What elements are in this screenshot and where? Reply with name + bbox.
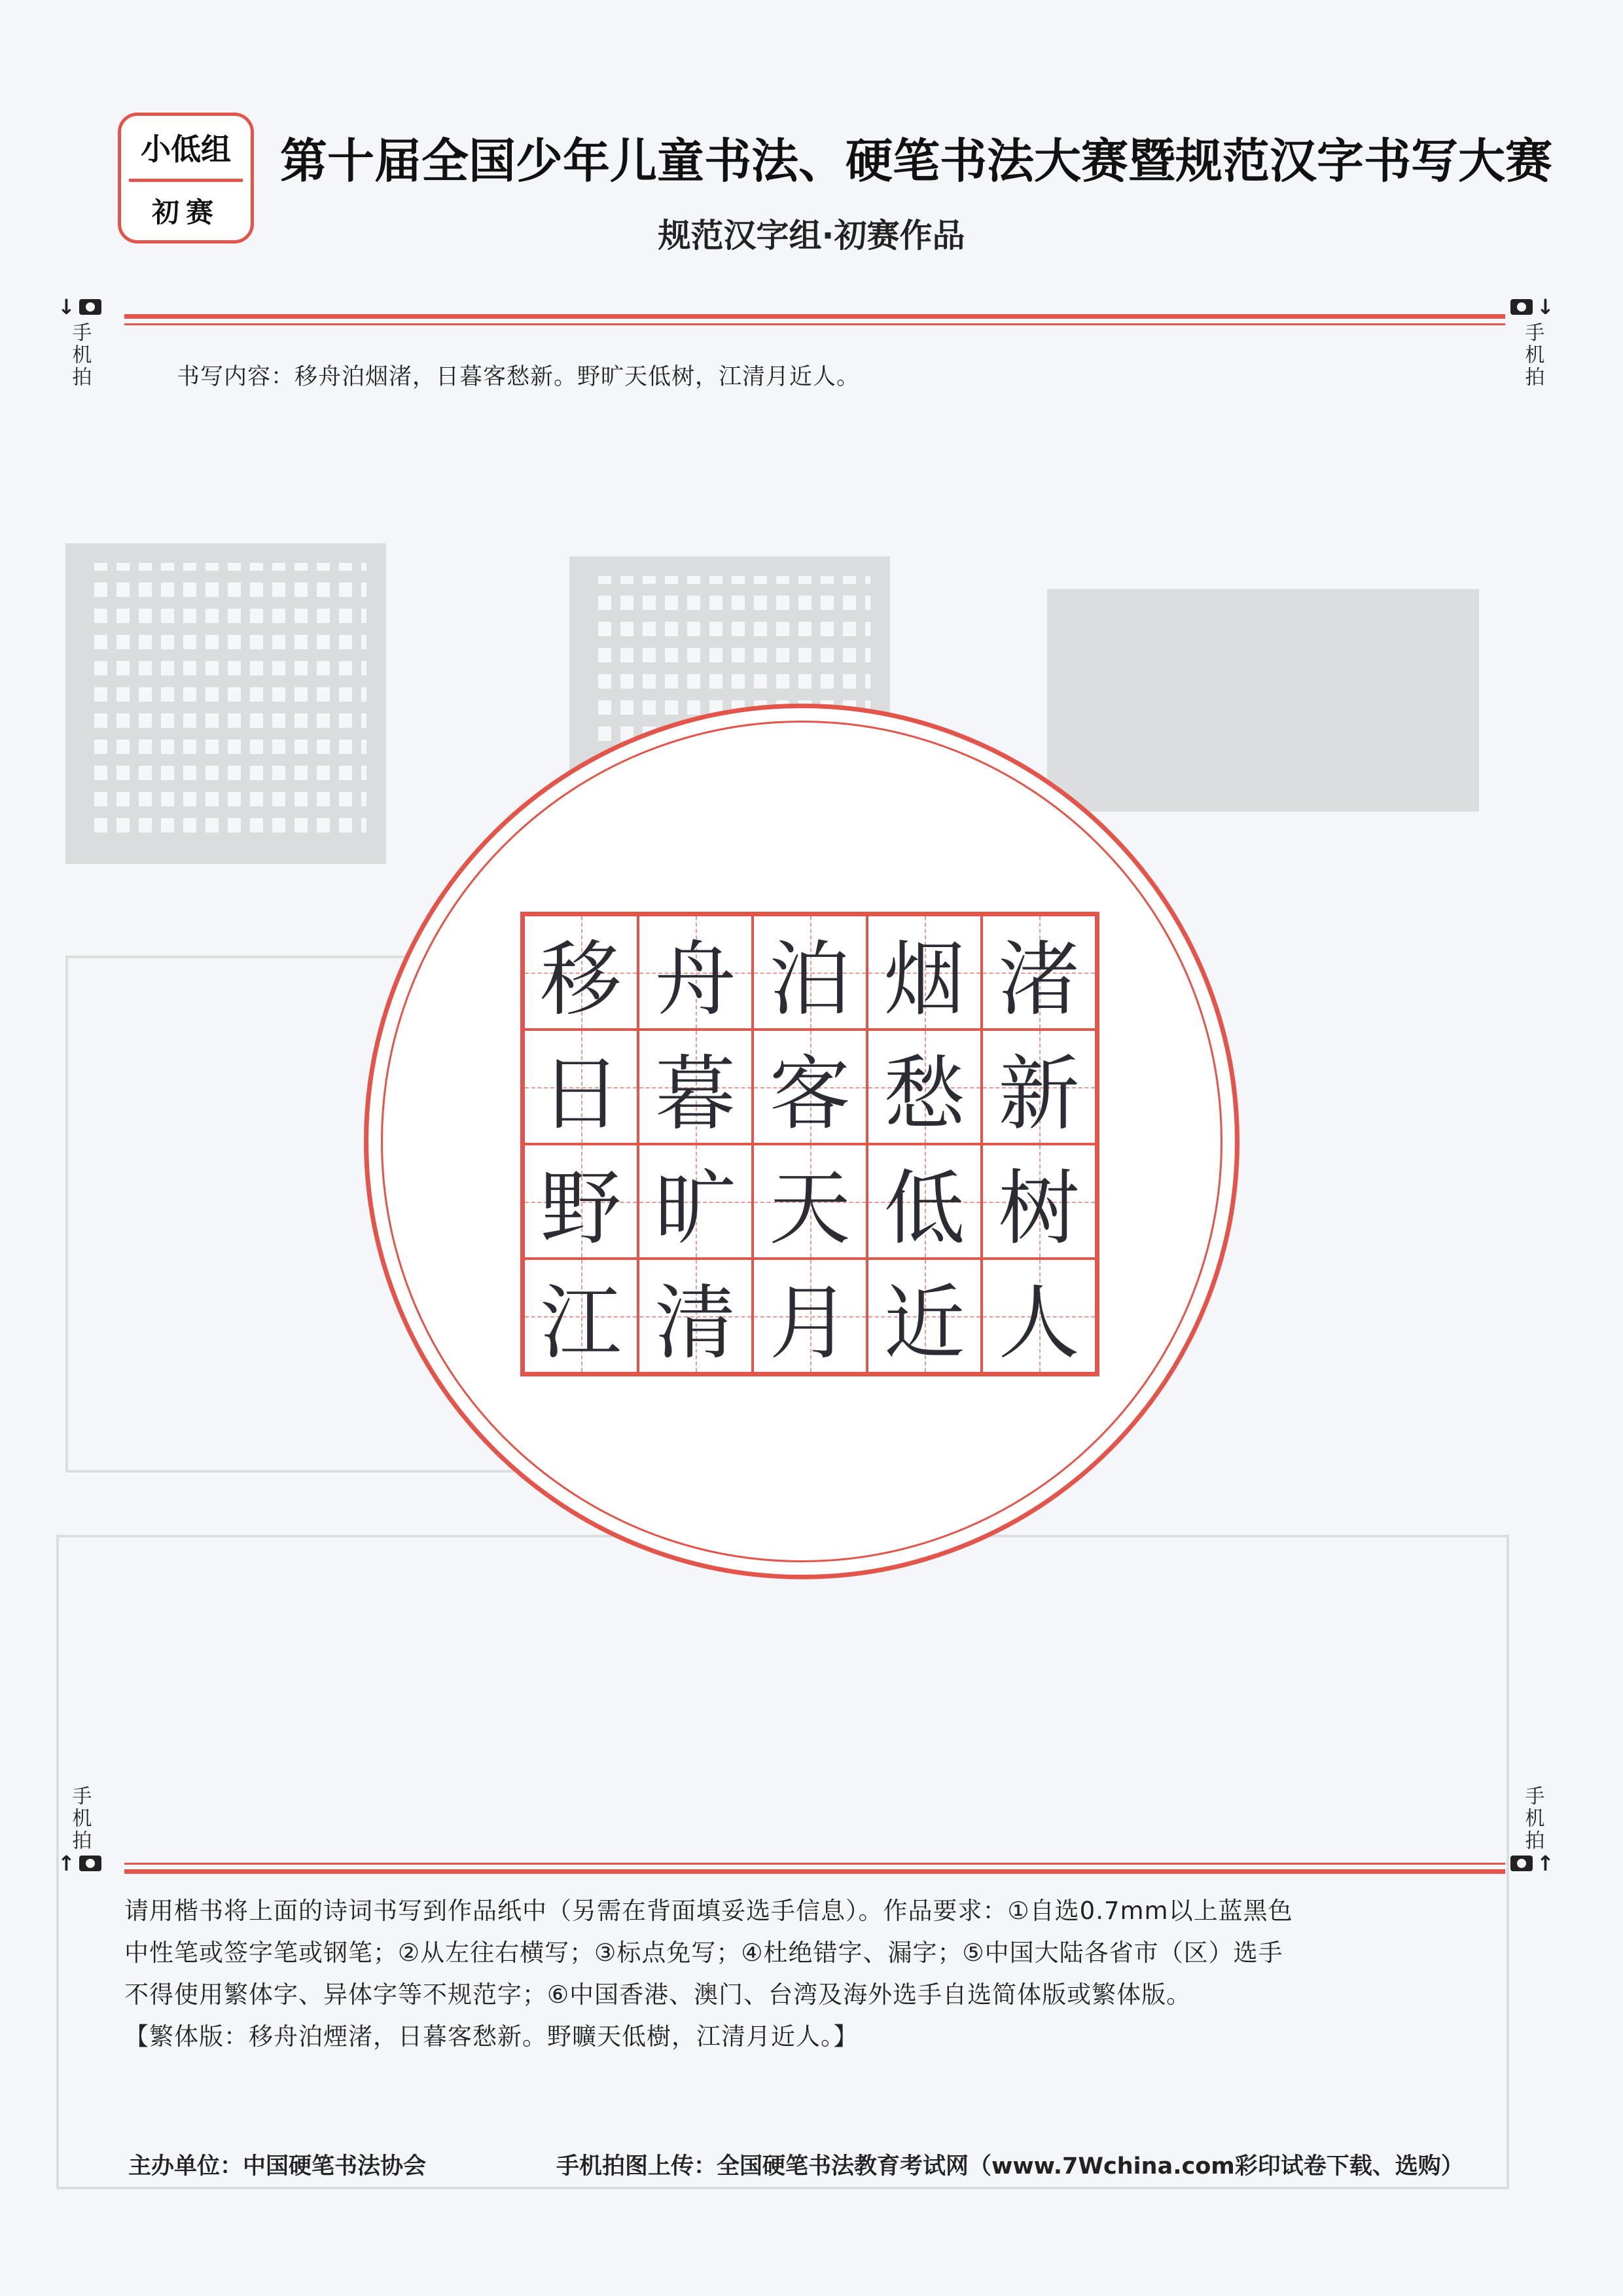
grid-cell: 天	[753, 1144, 867, 1259]
page-title: 第十届全国少年儿童书法、硬笔书法大赛暨规范汉字书写大赛	[280, 133, 1553, 188]
ghost-form	[56, 1535, 1509, 2189]
ghost-photo	[1047, 589, 1479, 812]
grid-cell: 清	[638, 1259, 753, 1373]
grid-cell: 客	[753, 1030, 867, 1144]
side-mark-bottom-right	[1510, 1782, 1554, 1874]
bottom-rule-thin	[124, 1863, 1505, 1865]
side-mark-label: 手机拍	[1521, 322, 1544, 389]
grid-cell: 月	[753, 1259, 867, 1373]
page-subtitle: 规范汉字组·初赛作品	[658, 217, 965, 255]
side-mark-label: 手机拍	[68, 1785, 92, 1852]
ghost-qr-left	[65, 543, 386, 864]
side-mark-label: 手机拍	[68, 322, 92, 389]
grid-cell: 泊	[753, 915, 867, 1030]
grid-cell: 野	[524, 1144, 638, 1259]
grid-cell: 低	[867, 1144, 982, 1259]
arrow-up-icon: ↑	[58, 1851, 75, 1876]
camera-icon	[1510, 1856, 1533, 1871]
grid-cell: 暮	[638, 1030, 753, 1144]
grid-cell: 舟	[638, 915, 753, 1030]
arrow-up-icon: ↑	[1537, 1851, 1554, 1876]
top-rule	[124, 314, 1505, 319]
writing-content	[177, 359, 1486, 391]
side-mark-bottom-left	[58, 1782, 101, 1874]
side-mark-top-right	[1510, 296, 1554, 389]
grid-cell: 树	[982, 1144, 1096, 1259]
grid-cell: 江	[524, 1259, 638, 1373]
grid-cell: 旷	[638, 1144, 753, 1259]
grid-cell: 烟	[867, 915, 982, 1030]
requirements-line: 中性笔或签字笔或钢笔；②从左往右横写；③标点免写；④杜绝错字、漏字；⑤中国大陆各省市（区）选手	[124, 1939, 1283, 1967]
camera-icon	[1510, 299, 1533, 315]
requirements-line: 不得使用繁体字、异体字等不规范字；⑥中国香港、澳门、台湾及海外选手自选简体版或繁体版。	[124, 1981, 1192, 2009]
organizer-text: 主办单位：中国硬笔书法协会	[128, 2153, 427, 2179]
requirements-line: 【繁体版：移舟泊煙渚，日暮客愁新。野曠天低樹，江清月近人。】	[124, 2022, 859, 2051]
requirements-line: 请用楷书将上面的诗词书写到作品纸中（另需在背面填妥选手信息）。作品要求：①自选0.7mm以上蓝黑色	[124, 1897, 1293, 1925]
badge-group-label: 小低组	[141, 132, 231, 167]
grid-cell: 近	[867, 1259, 982, 1373]
top-rule-thin	[124, 323, 1505, 325]
requirements-text	[124, 1890, 1499, 2058]
grid-cell: 渚	[982, 915, 1096, 1030]
side-mark-top-left	[58, 296, 101, 389]
writing-content-label: 书写内容：	[177, 364, 295, 390]
grid-cell: 移	[524, 915, 638, 1030]
arrow-down-icon: ↓	[58, 295, 75, 319]
side-mark-label: 手机拍	[1521, 1785, 1544, 1852]
writing-grid	[520, 912, 1099, 1376]
arrow-down-icon: ↓	[1537, 295, 1554, 319]
camera-icon	[79, 299, 101, 315]
camera-icon	[79, 1856, 101, 1871]
grid-cell: 新	[982, 1030, 1096, 1144]
grid-cell: 人	[982, 1259, 1096, 1373]
grid-cell: 日	[524, 1030, 638, 1144]
badge-stage-label: 初赛	[151, 196, 220, 228]
writing-content-text: 移舟泊烟渚，日暮客愁新。野旷天低树，江清月近人。	[294, 364, 861, 390]
bottom-rule	[124, 1869, 1505, 1874]
grid-cell: 愁	[867, 1030, 982, 1144]
upload-text: 手机拍图上传：全国硬笔书法教育考试网（www.7Wchina.com彩印试卷下载、选购）	[556, 2153, 1464, 2179]
